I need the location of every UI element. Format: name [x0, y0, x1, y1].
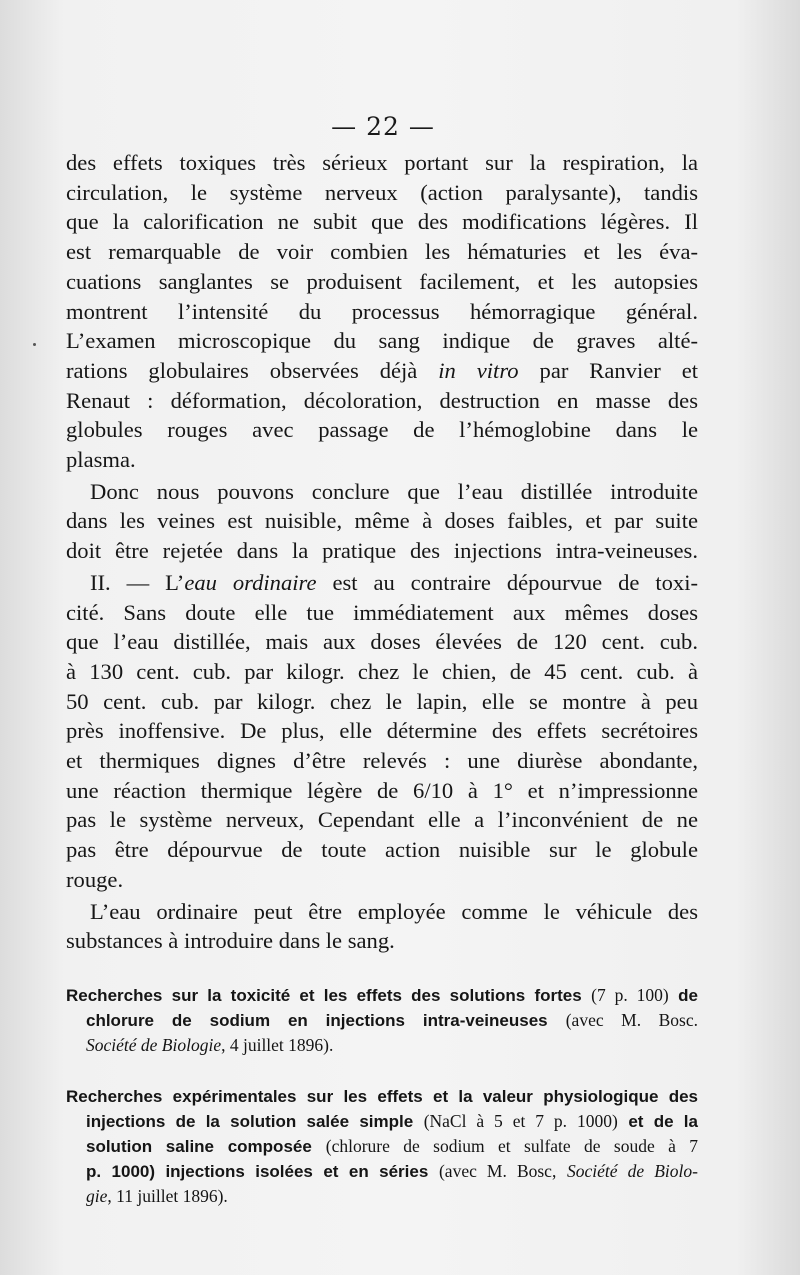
- text-line: [66, 568, 698, 598]
- text-fragment: est au contraire dépourvue de toxi-: [332, 569, 698, 595]
- text-line: 50 cent. cub. par kilogr. chez le lapin, elle se montre à peu: [66, 688, 698, 714]
- reference-line: [66, 1159, 698, 1184]
- reference-line: [66, 1033, 698, 1058]
- text-line: à 130 cent. cub. par kilogr. chez le chien, de 45 cent. cub. à: [66, 658, 698, 684]
- italic-phrase: eau ordinaire: [184, 569, 317, 595]
- reference-entry: [66, 1085, 698, 1209]
- text-line: cuations sanglantes se produisent facilement, et les autopsies: [66, 268, 698, 294]
- text-line: rouge.: [66, 866, 124, 892]
- reference-title: solution saline composée: [86, 1137, 312, 1156]
- reference-line: [66, 1008, 698, 1033]
- reference-note: (NaCl à 5 et 7 p. 1000): [423, 1111, 618, 1131]
- text-line: une réaction thermique légère de 6/10 à 1° et n’impressionne: [66, 777, 698, 803]
- body-text: [66, 148, 698, 956]
- journal-name: gie: [86, 1186, 108, 1206]
- text-line: Renaut : déformation, décoloration, destruction en masse des: [66, 387, 698, 413]
- journal-name: Société de Biologie: [86, 1035, 222, 1055]
- reference-note: (chlorure de sodium et sulfate de soude à 7: [325, 1136, 698, 1156]
- reference-title: chlorure de sodium en injections intra-veineuses: [86, 1011, 548, 1030]
- text-line: est remarquable de voir combien les hématuries et les éva-: [66, 239, 698, 265]
- text-line: circulation, le système nerveux (action paralysante), tandis: [66, 179, 698, 205]
- text-line: L’examen microscopique du sang indique de graves alté-: [66, 328, 698, 354]
- text-line: près inoffensive. De plus, elle détermine des effets secrétoires: [66, 718, 698, 744]
- text-line: plasma.: [66, 447, 136, 473]
- page-number: — 22 —: [331, 112, 435, 141]
- text-line: montrent l’intensité du processus hémorragique général.: [66, 298, 698, 324]
- reference-title: Recherches expérimentales sur les effets et la valeur physiologique des: [66, 1087, 698, 1106]
- reference-line: [66, 1085, 698, 1109]
- text-line: pas être dépourvue de toute action nuisible sur le globule: [66, 837, 698, 863]
- text-fragment: II. — L’: [90, 569, 185, 595]
- reference-title: Recherches sur la toxicité et les effets des solutions fortes: [66, 986, 582, 1005]
- text-fragment: rations globulaires observées déjà: [66, 357, 418, 383]
- text-line: et thermiques dignes d’être relevés : une diurèse abondante,: [66, 748, 698, 774]
- reference-line: [66, 1184, 698, 1209]
- text-line: Donc nous pouvons conclure que l’eau distillée introduite: [90, 478, 698, 504]
- text-fragment: par Ranvier et: [539, 357, 699, 383]
- reference-title: p. 1000) injections isolées et en séries: [86, 1162, 429, 1181]
- reference-line: [66, 1109, 698, 1134]
- reference-line: [66, 1134, 698, 1159]
- reference-title: et de la: [628, 1112, 698, 1131]
- reference-note: (avec M. Bosc.: [565, 1010, 698, 1030]
- text-line: cité. Sans doute elle tue immédiatement aux mêmes doses: [66, 599, 698, 625]
- text-line: que la calorification ne subit que des modifications légères. Il: [66, 209, 698, 235]
- text-line: doit être rejetée dans la pratique des injections intra-veineuses.: [66, 538, 698, 564]
- reference-line: [66, 983, 698, 1008]
- references: [66, 983, 698, 1236]
- reference-title: de: [678, 986, 698, 1005]
- text-line: globules rouges avec passage de l’hémoglobine dans le: [66, 417, 698, 443]
- reference-date: , 4 juillet 1896).: [221, 1035, 334, 1055]
- reference-note: (7 p. 100): [591, 985, 669, 1005]
- text-line: des effets toxiques très sérieux portant sur la respiration, la: [66, 150, 698, 175]
- text-line: dans les veines est nuisible, même à doses faibles, et par suite: [66, 508, 698, 534]
- text-line: que l’eau distillée, mais aux doses élevées de 120 cent. cub.: [66, 629, 698, 655]
- reference-title: injections de la solution salée simple: [86, 1112, 414, 1131]
- italic-phrase: in vitro: [438, 357, 519, 383]
- reference-entry: [66, 983, 698, 1058]
- text-line: pas le système nerveux, Cependant elle a l’inconvénient de ne: [66, 807, 698, 833]
- journal-name: Société de Biolo-: [567, 1161, 698, 1181]
- page-speck: [33, 343, 36, 346]
- reference-date: , 11 juillet 1896).: [107, 1186, 228, 1206]
- text-line: L’eau ordinaire peut être employée comme le véhicule des: [90, 898, 698, 924]
- text-line: substances à introduire dans le sang.: [66, 928, 395, 954]
- text-line: [66, 356, 698, 386]
- reference-note: (avec M. Bosc,: [438, 1161, 557, 1181]
